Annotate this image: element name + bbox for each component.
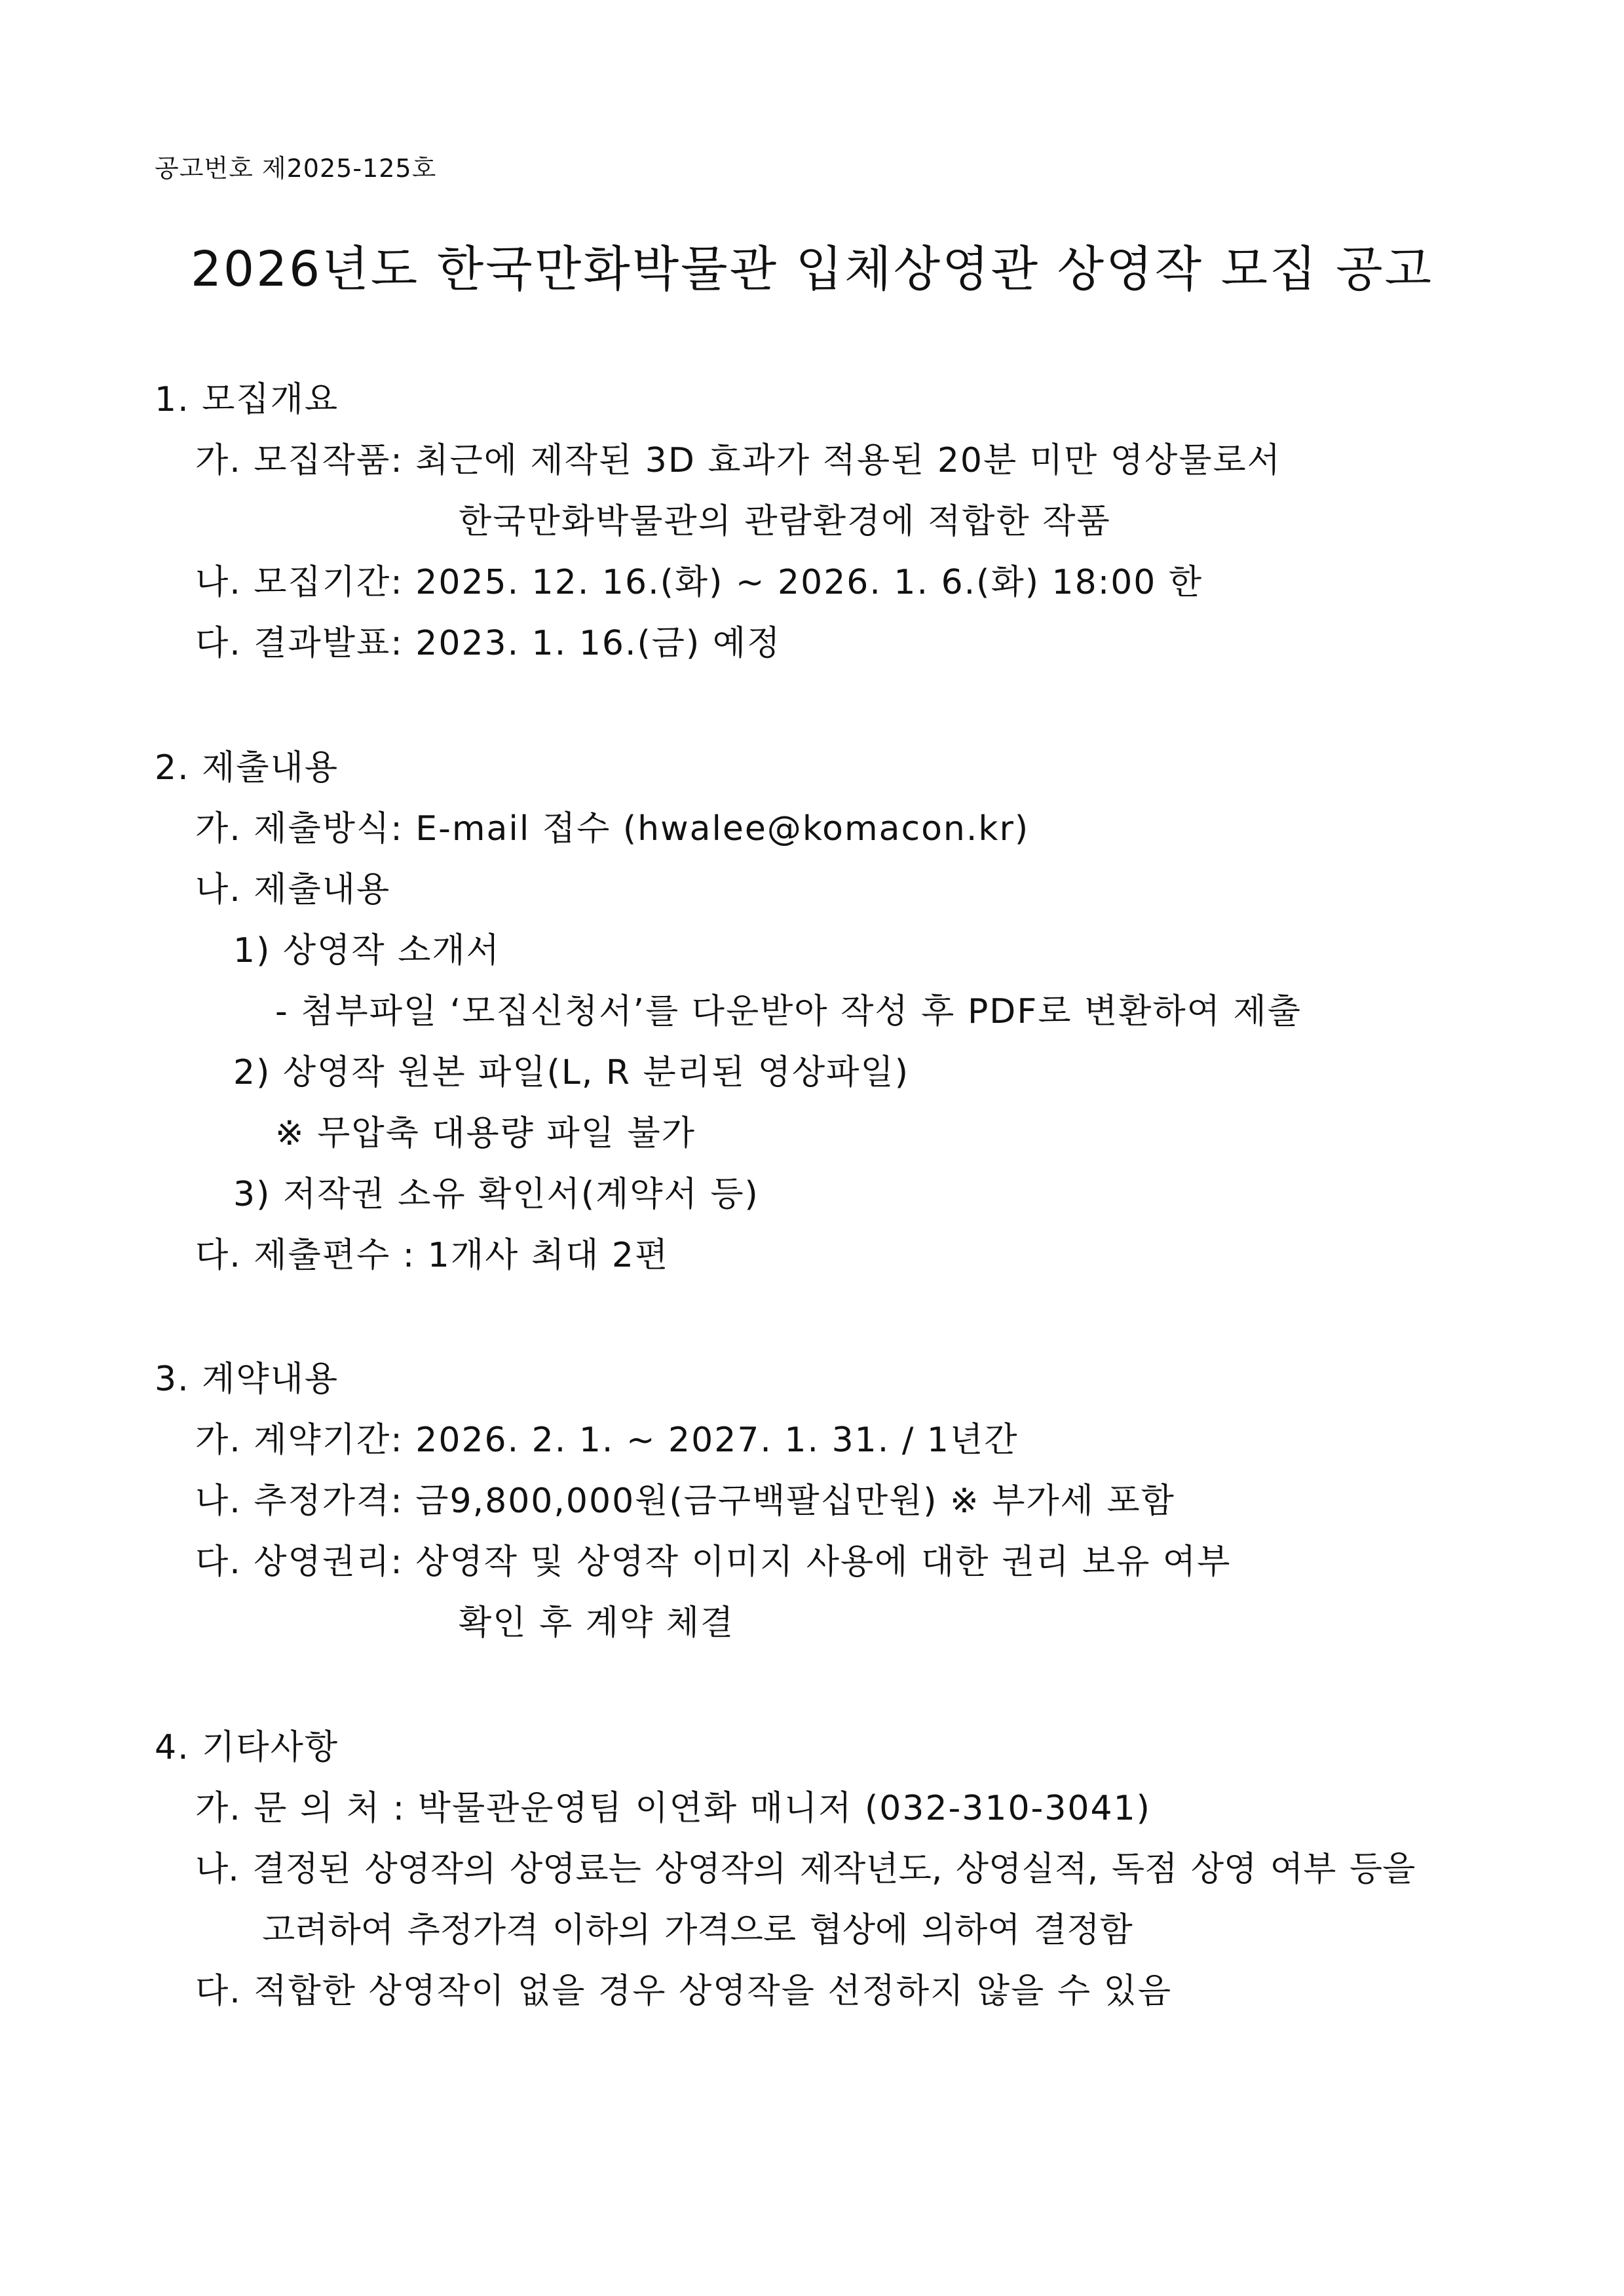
section-4-item-b: 나. 결정된 상영작의 상영료는 상영작의 제작년도, 상영실적, 독점 상영 여부 등을 — [195, 1850, 1416, 1889]
section-3-item-c-value: 상영작 및 상영작 이미지 사용에 대한 권리 보유 여부 — [415, 1542, 1232, 1582]
section-2-sub-1-note: - 첨부파일 ‘모집신청서’를 다운받아 작성 후 PDF로 변환하여 제출 — [275, 992, 1302, 1031]
section-1-item-a-continuation: 한국만화박물관의 관람환경에 적합한 작품 — [459, 502, 1111, 541]
section-1-item-c-label: 다. 결과발표: — [195, 624, 404, 663]
section-3-item-a-value: 2026. 2. 1. ~ 2027. 1. 31. / 1년간 — [415, 1421, 1019, 1460]
section-3-item-b-label: 나. 추정가격: — [195, 1482, 404, 1521]
section-1-item-a-label: 가. 모집작품: — [195, 441, 404, 480]
section-2-sub-2: 2) 상영작 원본 파일(L, R 분리된 영상파일) — [233, 1053, 910, 1092]
section-1-heading: 1. 모집개요 — [155, 380, 339, 419]
section-3-item-b-value: 금9,800,000원(금구백팔십만원) ※ 부가세 포함 — [415, 1482, 1175, 1521]
section-2-item-b-heading: 나. 제출내용 — [195, 870, 391, 909]
section-1-item-b — [195, 565, 1203, 600]
section-2-sub-1: 1) 상영작 소개서 — [233, 931, 500, 970]
section-3-heading: 3. 계약내용 — [155, 1360, 339, 1399]
section-1-item-c-value: 2023. 1. 16.(금) 예정 — [415, 624, 782, 663]
section-2-item-a-label: 가. 제출방식: — [195, 809, 404, 849]
section-1-item-c — [195, 624, 782, 663]
section-1-item-b-label: 나. 모집기간: — [195, 563, 404, 602]
section-2-heading: 2. 제출내용 — [155, 748, 339, 788]
section-3-item-b — [195, 1482, 1175, 1521]
section-3-item-c-label: 다. 상영권리: — [195, 1542, 404, 1582]
section-1-item-b-value: 2025. 12. 16.(화) ~ 2026. 1. 6.(화) 18:00 한 — [415, 563, 1203, 602]
section-2-item-c: 다. 제출편수 : 1개사 최대 2편 — [195, 1236, 670, 1275]
section-2-item-a — [195, 809, 1030, 849]
section-2-sub-2-note: ※ 무압축 대용량 파일 불가 — [275, 1114, 696, 1153]
section-3-item-a-label: 가. 계약기간: — [195, 1421, 404, 1460]
section-4-item-b-continuation: 고려하여 추정가격 이하의 가격으로 협상에 의하여 결정함 — [262, 1911, 1133, 1950]
section-1-item-a-value: 최근에 제작된 3D 효과가 적용된 20분 미만 영상물로서 — [415, 441, 1281, 480]
section-4-item-a: 가. 문 의 처 : 박물관운영팀 이연화 매니저 (032-310-3041) — [195, 1789, 1151, 1828]
section-1-item-a — [195, 441, 1281, 480]
section-2-sub-3: 3) 저작권 소유 확인서(계약서 등) — [233, 1175, 759, 1214]
section-2-item-a-value: E-mail 접수 (hwalee@komacon.kr) — [415, 809, 1030, 849]
section-4-item-c: 다. 적합한 상영작이 없을 경우 상영작을 선정하지 않을 수 있음 — [195, 1972, 1173, 2011]
section-3-item-c — [195, 1542, 1232, 1582]
section-3-item-a — [195, 1421, 1019, 1460]
notice-number: 공고번호 제2025-125호 — [155, 154, 437, 183]
page-title: 2026년도 한국만화박물관 입체상영관 상영작 모집 공고 — [190, 241, 1434, 297]
section-4-heading: 4. 기타사항 — [155, 1728, 339, 1767]
section-3-item-c-continuation: 확인 후 계약 체결 — [459, 1603, 735, 1643]
